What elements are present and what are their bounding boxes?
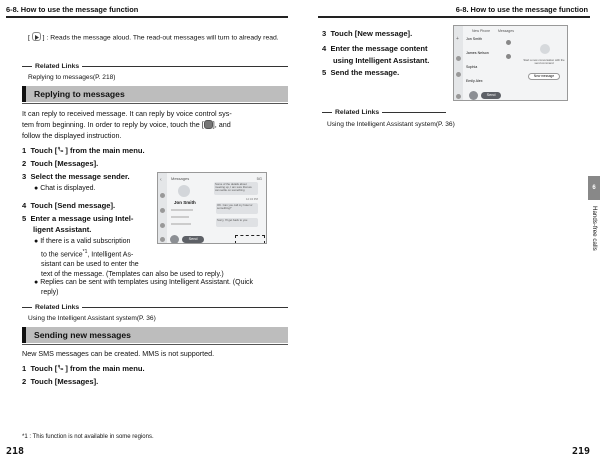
play-icon [32, 32, 41, 41]
left-header-title: 6-8. How to use the message function [6, 5, 139, 14]
time-1: 12:34 PM [246, 197, 258, 201]
contact-item[interactable]: Sophia [466, 65, 478, 69]
page-number-left: 218 [6, 446, 25, 457]
right-header-rule [318, 16, 590, 18]
readout-description: [ ] : Reads the message aloud. The read-out messages will turn to already read. [28, 33, 284, 43]
section-rule-2 [22, 344, 288, 345]
contact-item[interactable]: Emily Alex [466, 79, 483, 83]
detail-line-1 [171, 209, 193, 211]
bubble-1: Some of the details about meeting up, I am sure that we can settle on something [214, 182, 258, 195]
screen2-tab2[interactable]: Messages [498, 29, 514, 33]
step-2: 2 Touch [Messages]. [22, 159, 99, 168]
replying-intro: It can reply to received message. It can reply by voice control sys- tem from beginning. In order to reply by voice, touch the [ ], and follow the displayed instruction. [22, 109, 232, 140]
step-1: 1 Touch [ ] from the main menu. [22, 146, 145, 155]
screen1-contact: Jon Smith [174, 200, 196, 205]
related-link-assistant-left[interactable]: Using the Intelligent Assistant system(P. 36) [28, 315, 156, 322]
chat-empty-icon [540, 44, 550, 54]
music-icon [160, 193, 165, 198]
chapter-label: Hands-free calls [591, 206, 598, 251]
section-title-replying: Replying to messages [22, 86, 288, 102]
screen2-send-button[interactable]: Send [481, 92, 501, 99]
left-header-rule [6, 16, 288, 18]
highlight-box [235, 235, 265, 244]
detail-line-2 [171, 216, 189, 218]
right-step-5: 5 Send the message. [322, 68, 400, 77]
bullet-subscription: ● If there is a valid subscription to the service$^{*1}$, Intelligent As- sistant can be used to enter the text of the message. (Templates can also be used to reply.) [34, 238, 224, 279]
settings-icon [160, 237, 165, 242]
contact-item[interactable]: James Nelson [466, 51, 489, 55]
new-messages-intro: New SMS messages can be created. MMS is not supported. [22, 349, 215, 358]
new-step-2: 2 Touch [Messages]. [22, 377, 99, 386]
screen2-new-message-button[interactable]: New message [528, 73, 560, 80]
phone-rail-icon-2 [456, 72, 461, 77]
screen2-placeholder: Start a new conversation with the send command [523, 58, 565, 66]
settings-icon-2 [456, 94, 461, 99]
related-links-2: Related Links [22, 304, 288, 311]
step-3: 3 Select the message sender. [22, 172, 130, 181]
footnote: *1 : This function is not available in some regions. [22, 434, 154, 440]
avatar [178, 185, 190, 197]
back-icon: ‹ [160, 177, 162, 183]
contact-item[interactable]: Jon Smith [466, 37, 482, 41]
right-step-3: 3 Touch [New message]. [322, 29, 413, 38]
step-5-line2: ligent Assistant. [33, 225, 92, 234]
right-header-title: 6-8. How to use the message function [455, 5, 588, 14]
bubble-2: OK. Can you call my hotel or something? [216, 203, 258, 214]
right-step-4-line2: using Intelligent Assistant. [333, 56, 430, 65]
music-icon-2 [456, 56, 461, 61]
screen1-title: Messages [171, 176, 190, 181]
screen2-tab1[interactable]: New Phone [472, 29, 491, 33]
related-link-assistant-right[interactable]: Using the Intelligent Assistant system(P. 36) [327, 121, 455, 128]
messages-chat-screenshot [157, 172, 267, 244]
screen1-status: 5G [256, 176, 262, 181]
related-links-1: Related Links [22, 63, 288, 70]
chapter-tab: 6 [588, 176, 600, 200]
bullet-quick-reply: ● Replies can be sent with templates using Intelligent Assistant. (Quick reply) [34, 279, 254, 296]
screen1-send-button[interactable]: Send [182, 236, 204, 243]
section-title-new-messages: Sending new messages [22, 327, 288, 343]
phone-rail-icon [160, 208, 165, 213]
right-step-4: 4 Enter the message content [322, 44, 428, 53]
detail-line-3 [171, 223, 191, 225]
contact-dot-2 [506, 54, 511, 59]
step-5: 5 Enter a message using Intel- [22, 214, 134, 223]
mic-button-2[interactable] [469, 91, 478, 100]
screen2-contact-list [466, 38, 510, 94]
step-4: 4 Touch [Send message]. [22, 201, 116, 210]
related-link-replying[interactable]: Replying to messages(P. 218) [28, 74, 116, 81]
car-icon [160, 223, 165, 228]
bubble-3: Sorry, I'll get back to you [216, 218, 258, 227]
page-number-right: 219 [571, 446, 590, 457]
bullet-chat: ● Chat is displayed. [34, 185, 96, 192]
new-message-screenshot [453, 25, 568, 101]
new-step-1: 1 Touch [ ] from the main menu. [22, 364, 145, 373]
plus-icon: + [456, 36, 459, 42]
contact-dot-1 [506, 40, 511, 45]
mic-button[interactable] [170, 235, 179, 244]
voice-icon [204, 120, 213, 129]
related-links-right: Related Links [322, 109, 446, 116]
section-rule-1 [22, 103, 288, 104]
